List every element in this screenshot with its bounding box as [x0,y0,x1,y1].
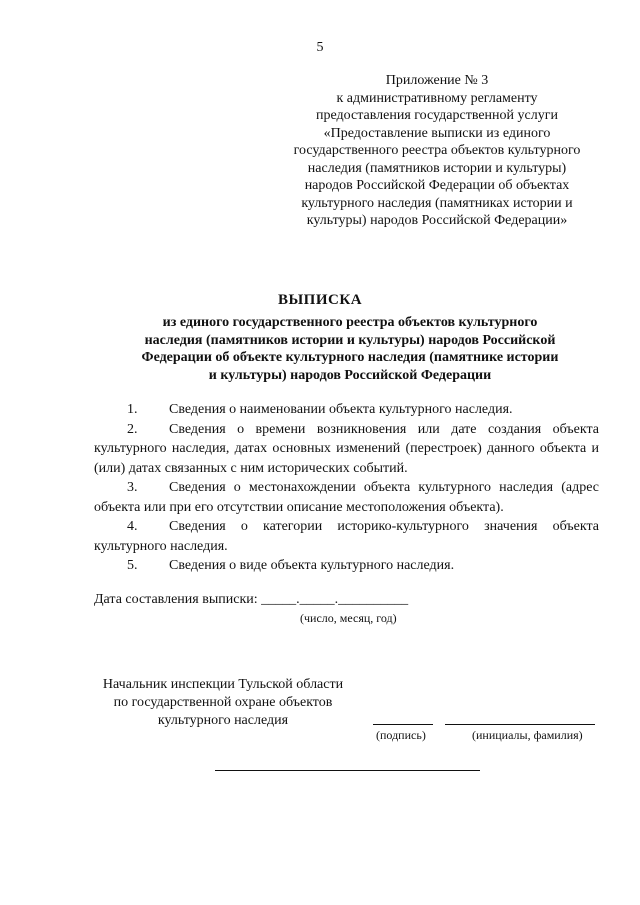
list-item [94,517,599,556]
subtitle-line: из единого государственного реестра объектов культурного [162,315,538,330]
list-item [94,556,599,576]
item-text: Сведения о виде объекта культурного наследия. [169,558,455,573]
appendix-line: государственного реестра объектов культурного [293,143,581,158]
date-hint: (число, месяц, год) [300,611,397,625]
appendix-header [262,72,612,230]
appendix-line: «Предоставление выписки из единого [323,125,551,141]
date-line: Дата составления выписки: _____._____.__________ [94,592,409,607]
subtitle-line: Федерации об объекте культурного наследия (памятнике истории [141,350,559,365]
signer-title [88,676,358,730]
item-text: Сведения о местонахождении объекта культурного наследия (адрес объекта или при его отсутствии описание местоположения объекта). [94,480,599,515]
signer-line: Начальник инспекции Тульской области [102,677,344,692]
item-text: Сведения о категории историко-культурного значения объекта культурного наследия. [94,519,599,554]
appendix-line: культурного наследия (памятниках истории и [301,195,573,211]
name-hint: (инициалы, фамилия) [472,728,583,742]
signer-line: культурного наследия [157,713,289,728]
subtitle-line: наследия (памятников истории и культуры) народов Российской [144,332,556,348]
appendix-line: Приложение № 3 [385,73,489,88]
item-number: 3. [127,480,138,495]
item-number: 2. [127,421,138,437]
appendix-line: предоставления государственной услуги [316,108,558,123]
items-list [94,400,599,576]
page-number: 5 [316,40,324,55]
item-number: 4. [127,519,138,534]
subtitle-line: и культуры) народов Российской Федерации [208,367,492,383]
signer-line: по государственной охране объектов [113,695,333,710]
signature-hint: (подпись) [376,728,426,742]
document-title: ВЫПИСКА [277,292,363,308]
appendix-line: культуры) народов Российской Федерации» [306,213,568,228]
item-text: Сведения о времени возникновения или дате создания объекта культурного наследия, датах основных изменений (перестроек) данного объекта и (или) датах связанных с ним исторических событий. [94,421,599,476]
bottom-divider [215,770,480,771]
appendix-line: народов Российской Федерации об объектах [304,178,570,193]
list-item [94,478,599,517]
list-item [94,420,599,479]
list-item [94,400,599,420]
appendix-line: к административному регламенту [336,90,538,106]
item-text: Сведения о наименовании объекта культурного наследия. [169,402,513,417]
item-number: 1. [127,402,138,417]
signature-line [373,724,433,725]
name-line [445,724,595,725]
document-subtitle [100,314,600,384]
appendix-line: наследия (памятников истории и культуры) [307,160,567,176]
item-number: 5. [127,558,138,573]
